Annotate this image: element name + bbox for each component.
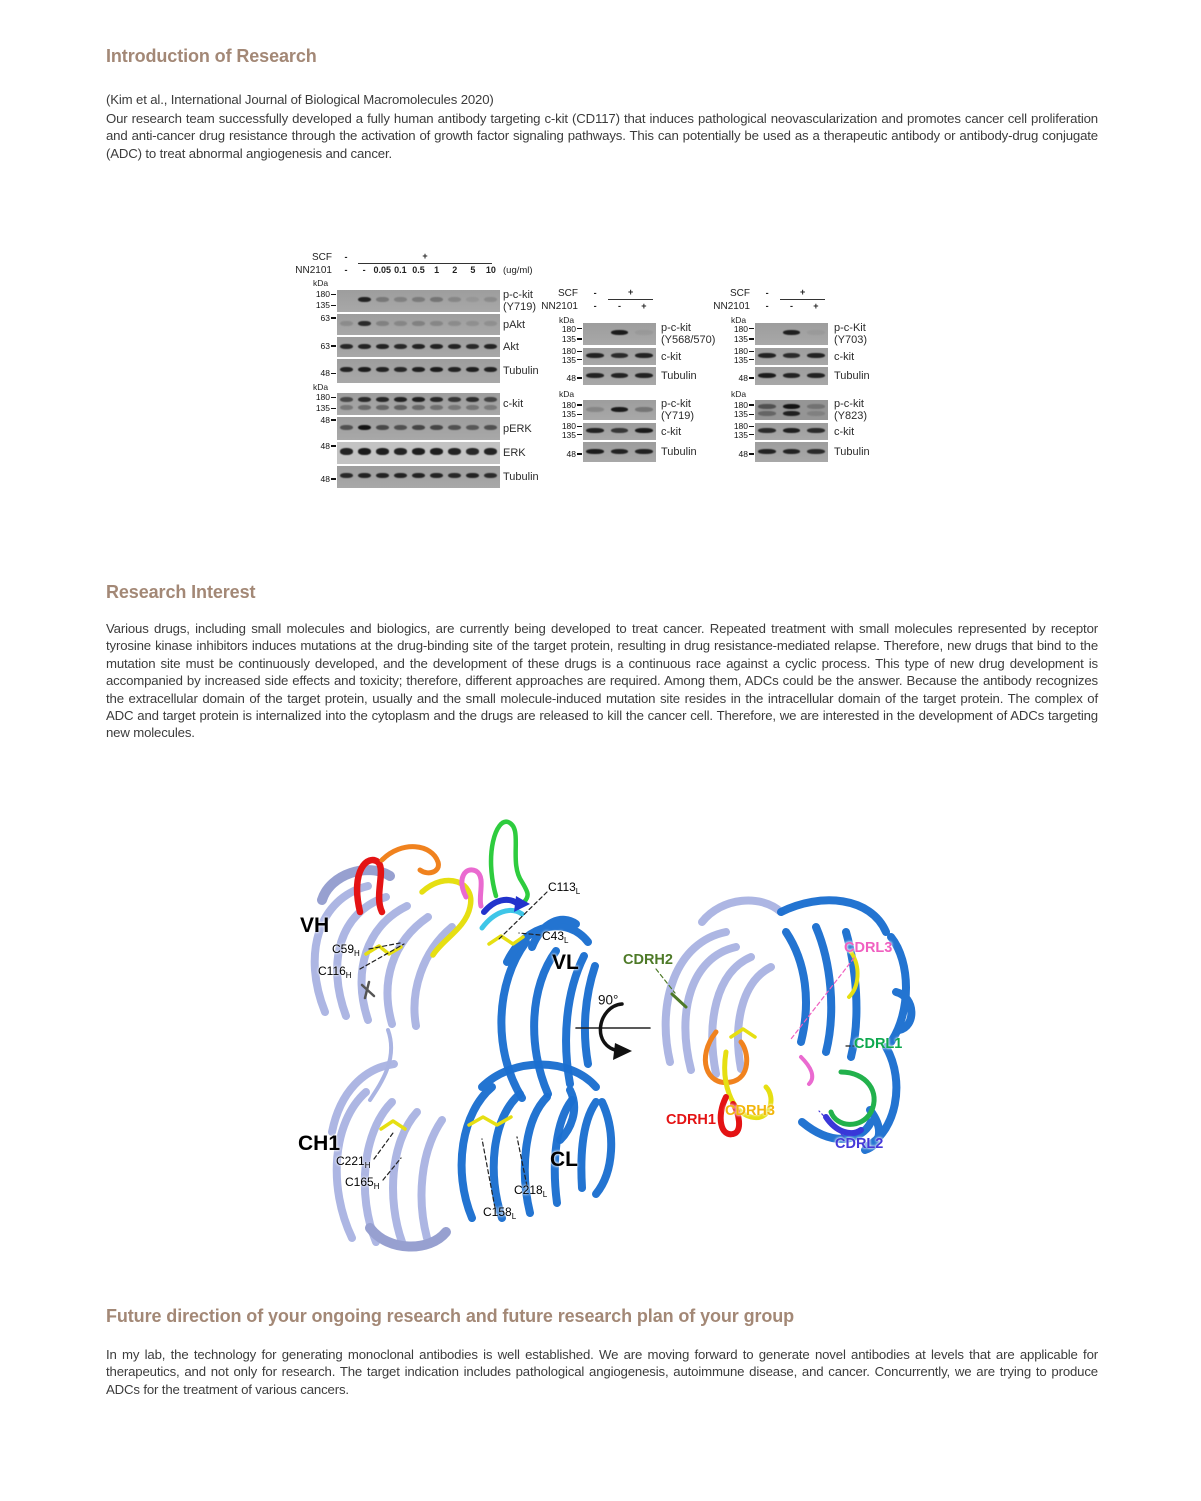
blot-box bbox=[337, 359, 500, 383]
blot-box bbox=[583, 400, 656, 420]
blot-band bbox=[466, 297, 479, 302]
scf-minus-value: - bbox=[344, 252, 348, 262]
kda-marker: 48 bbox=[295, 474, 336, 484]
blot-row-label: p-c-kit bbox=[661, 322, 691, 334]
blot-band bbox=[376, 321, 389, 326]
blot-band bbox=[376, 297, 389, 302]
blot-band bbox=[586, 428, 604, 433]
blot-band bbox=[611, 353, 629, 358]
blot-band bbox=[783, 404, 801, 409]
blot-band bbox=[758, 428, 776, 433]
kda-marker: 135 bbox=[295, 300, 336, 310]
kda-marker: 180 bbox=[523, 324, 582, 334]
blot-band bbox=[758, 373, 776, 378]
blot-band bbox=[807, 411, 825, 416]
blot-band bbox=[412, 397, 425, 402]
antibody-ribbon-art bbox=[270, 800, 930, 1270]
blot-box bbox=[337, 337, 500, 357]
blot-band bbox=[635, 449, 653, 454]
blot-band bbox=[340, 405, 353, 410]
kda-marker: 180 bbox=[693, 324, 754, 334]
blot-band bbox=[358, 397, 371, 402]
kda-marker: 180 bbox=[523, 421, 582, 431]
kda-marker: 48 bbox=[693, 373, 754, 383]
ch1-label: CH1 bbox=[298, 1132, 341, 1155]
c43-label: $C43_L$ bbox=[542, 928, 569, 946]
blot-band bbox=[466, 473, 479, 478]
blot-band bbox=[340, 321, 353, 326]
nn2101-lane-value: 10 bbox=[485, 265, 496, 275]
kda-marker: 180 bbox=[693, 400, 754, 410]
vl-label: VL bbox=[552, 951, 579, 974]
blot-band bbox=[586, 449, 604, 454]
cl-label: CL bbox=[550, 1148, 578, 1171]
blot-band bbox=[611, 330, 629, 335]
blot-band bbox=[340, 473, 353, 478]
blot-band bbox=[358, 405, 371, 410]
research-interest-paragraph: Various drugs, including small molecules and biologics, are currently being developed to treat cancer. Repeated treatment with small molecules represented by receptor tyrosine kinase inhibitors induces mutations at the drug-binding site of the target protein, resulting in drug resistance-mediated relapse. Therefore, new drugs that bind to the mutation site must be continuously developed, and the development of these drugs is a continuous race against a cyclic process. This type of new drug development is accompanied by increased side effects and toxicity; therefore, different approaches are required. Among them, ADCs could be the answer. Because the antibody recognizes the extracellular domain of the target protein, usually and the small molecule-induced mutation site resides in the intracellular domain of the target protein. The complex of ADC and target protein is internalized into the cytoplasm and the drugs are released to kill the cancer cell. Therefore, we are interested in the development of ADCs targeting new molecules. bbox=[106, 621, 1098, 741]
blot-band bbox=[611, 373, 629, 378]
kda-marker: 48 bbox=[295, 441, 336, 451]
blot-row-label: (Y703) bbox=[834, 334, 868, 346]
nn2101-row-label: NN2101 bbox=[541, 301, 578, 312]
kda-marker: 48 bbox=[295, 368, 336, 378]
blot-band bbox=[340, 425, 353, 430]
blot-band bbox=[586, 407, 604, 412]
blot-band bbox=[807, 330, 825, 335]
kda-marker: 135 bbox=[523, 409, 582, 419]
blot-band bbox=[340, 367, 353, 372]
blot-box bbox=[755, 348, 828, 365]
blot-band bbox=[635, 353, 653, 358]
cdrh2-label: CDRH2 bbox=[623, 952, 673, 968]
blot-band bbox=[635, 428, 653, 433]
nn2101-lane-value: 0.5 bbox=[412, 265, 425, 275]
antibody-structure-figure bbox=[270, 800, 930, 1270]
blot-band bbox=[783, 449, 801, 454]
blot-band bbox=[758, 449, 776, 454]
blot-band bbox=[430, 367, 443, 372]
blot-box bbox=[337, 393, 500, 415]
scf-row-label: SCF bbox=[730, 288, 750, 299]
nn2101-lane-value: 5 bbox=[470, 265, 476, 275]
blot-band bbox=[394, 297, 407, 302]
cdrh3-label: CDRH3 bbox=[725, 1103, 775, 1119]
blot-band bbox=[484, 425, 497, 430]
c165-label: $C165_H$ bbox=[345, 1174, 380, 1192]
blot-band bbox=[783, 428, 801, 433]
kda-marker: 135 bbox=[693, 430, 754, 440]
blot-band bbox=[807, 449, 825, 454]
blot-row-label: c-kit bbox=[503, 398, 524, 410]
blot-band bbox=[376, 344, 389, 349]
kda-marker: 180 bbox=[523, 400, 582, 410]
kda-marker: 180 bbox=[295, 289, 336, 299]
blot-row-label: Akt bbox=[503, 341, 519, 353]
blot-row-label: p-c-kit bbox=[661, 398, 691, 410]
blot-band bbox=[376, 448, 389, 455]
blot-band bbox=[394, 344, 407, 349]
blot-band bbox=[412, 448, 425, 455]
blot-row-label: c-kit bbox=[661, 350, 682, 363]
blot-band bbox=[412, 405, 425, 410]
unit-label: (ug/ml) bbox=[503, 265, 533, 276]
blot-band bbox=[783, 353, 801, 358]
blot-box bbox=[337, 442, 500, 464]
blot-band bbox=[358, 321, 371, 326]
blot-band bbox=[340, 344, 353, 349]
blot-band bbox=[394, 425, 407, 430]
blot-row-label: p-c-kit bbox=[834, 398, 864, 410]
blot-band bbox=[783, 330, 801, 335]
scf-plus-value: + bbox=[800, 287, 806, 297]
cdrl1-label: CDRL1 bbox=[854, 1036, 903, 1052]
nn2101-lane-value: - bbox=[618, 301, 621, 311]
blot-band bbox=[466, 448, 479, 455]
blot-band bbox=[376, 405, 389, 410]
blot-band bbox=[430, 297, 443, 302]
blot-band bbox=[466, 321, 479, 326]
blot-band bbox=[412, 425, 425, 430]
kda-marker: 48 bbox=[693, 449, 754, 459]
blot-band bbox=[635, 373, 653, 378]
nn2101-lane-value: + bbox=[813, 301, 819, 311]
blot-box bbox=[583, 367, 656, 385]
section-heading-research-interest: Research Interest bbox=[106, 582, 256, 602]
blot-band bbox=[376, 425, 389, 430]
future-direction-paragraph: In my lab, the technology for generating monoclonal antibodies is well established. We are moving forward to generate novel antibodies at levels that are applicable for therapeutics, and not only for research. The target indication includes pathological angiogenesis, autoimmune disease, and cancer. Concurrently, we are trying to produce ADCs for the treatment of various cancers. bbox=[106, 1347, 1098, 1397]
blot-band bbox=[358, 344, 371, 349]
blot-band bbox=[430, 321, 443, 326]
kda-marker: 48 bbox=[295, 415, 336, 425]
blot-band bbox=[394, 397, 407, 402]
blot-band bbox=[783, 411, 801, 416]
blot-band bbox=[448, 397, 461, 402]
blot-row-label: Tubulin bbox=[503, 471, 539, 483]
blot-band bbox=[358, 473, 371, 478]
kda-marker: 135 bbox=[693, 334, 754, 344]
blot-band bbox=[448, 321, 461, 326]
blot-band bbox=[611, 428, 629, 433]
scf-plus-overline bbox=[780, 299, 825, 300]
kda-marker: 135 bbox=[523, 334, 582, 344]
blot-band bbox=[611, 407, 629, 412]
blot-band bbox=[412, 344, 425, 349]
kda-marker: 48 bbox=[523, 373, 582, 383]
blot-band bbox=[340, 448, 353, 455]
blot-row-label: p-c-kit bbox=[503, 289, 533, 301]
nn2101-lane-value: - bbox=[790, 301, 793, 311]
introduction-paragraph: Our research team successfully developed a fully human antibody targeting c-kit (CD117) that induces pathological neovascularization and promotes cancer cell proliferation and anti-cancer drug resistance through the activation of growth factor signaling pathways. This can potentially be used as a therapeutic antibody or antibody-drug conjugate (ADC) to treat abnormal angiogenesis and cancer. bbox=[106, 111, 1098, 161]
blot-band bbox=[758, 353, 776, 358]
kda-label: kDa bbox=[559, 389, 575, 399]
nn2101-lane-value: - bbox=[362, 265, 366, 275]
kda-marker: 180 bbox=[295, 392, 336, 402]
scf-minus-value: - bbox=[593, 288, 597, 298]
blot-box bbox=[583, 323, 656, 345]
blot-band bbox=[448, 448, 461, 455]
blot-band bbox=[466, 367, 479, 372]
blot-box bbox=[755, 400, 828, 420]
blot-box bbox=[583, 423, 656, 440]
blot-box bbox=[583, 442, 656, 462]
blot-row-label: (Y719) bbox=[503, 301, 537, 313]
blot-band bbox=[484, 473, 497, 478]
kda-label: kDa bbox=[313, 278, 329, 288]
blot-band bbox=[412, 367, 425, 372]
kda-marker: 135 bbox=[523, 430, 582, 440]
blot-box bbox=[337, 290, 500, 312]
nn2101-row-label: NN2101 bbox=[295, 265, 332, 276]
90-label: 90° bbox=[598, 992, 619, 1008]
blot-band bbox=[430, 448, 443, 455]
blot-band bbox=[635, 407, 653, 412]
blot-band bbox=[412, 297, 425, 302]
blot-band bbox=[358, 448, 371, 455]
blot-band bbox=[586, 373, 604, 378]
blot-row-label: Tubulin bbox=[834, 370, 870, 382]
blot-band bbox=[484, 297, 497, 302]
kda-marker: 180 bbox=[693, 346, 754, 356]
blot-band bbox=[358, 297, 371, 302]
c113-label: $C113_L$ bbox=[548, 879, 581, 897]
blot-band bbox=[448, 473, 461, 478]
kda-label: kDa bbox=[731, 315, 747, 325]
c218-label: $C218_L$ bbox=[514, 1182, 548, 1200]
blot-band bbox=[448, 405, 461, 410]
blot-band bbox=[448, 367, 461, 372]
blot-band bbox=[466, 344, 479, 349]
blot-band bbox=[586, 353, 604, 358]
blot-band bbox=[484, 367, 497, 372]
blot-row-label: Tubulin bbox=[834, 446, 870, 458]
nn2101-lane-value: - bbox=[765, 301, 769, 311]
blot-band bbox=[611, 449, 629, 454]
kda-marker: 135 bbox=[693, 355, 754, 365]
blot-band bbox=[807, 373, 825, 378]
blot-band bbox=[484, 397, 497, 402]
blot-band bbox=[394, 473, 407, 478]
blot-band bbox=[430, 344, 443, 349]
blot-band bbox=[807, 404, 825, 409]
blot-box bbox=[337, 314, 500, 335]
kda-marker: 135 bbox=[295, 403, 336, 413]
blot-band bbox=[394, 405, 407, 410]
blot-band bbox=[484, 448, 497, 455]
blot-band bbox=[412, 473, 425, 478]
blot-box bbox=[337, 417, 500, 440]
kda-label: kDa bbox=[731, 389, 747, 399]
kda-marker: 135 bbox=[523, 355, 582, 365]
nn2101-lane-value: 0.1 bbox=[394, 265, 407, 275]
kda-marker: 63 bbox=[295, 313, 336, 323]
blot-row-label: pAkt bbox=[503, 318, 526, 331]
c116-label: $C116_H$ bbox=[318, 963, 352, 981]
blot-band bbox=[758, 411, 776, 416]
blot-band bbox=[758, 404, 776, 409]
blot-row-label: Tubulin bbox=[661, 370, 697, 382]
blot-band bbox=[430, 397, 443, 402]
blot-row-label: p-c-Kit bbox=[834, 322, 866, 334]
blot-band bbox=[466, 405, 479, 410]
blot-band bbox=[448, 344, 461, 349]
blot-box bbox=[583, 348, 656, 365]
blot-band bbox=[412, 321, 425, 326]
blot-band bbox=[484, 344, 497, 349]
nn2101-row-label: NN2101 bbox=[713, 301, 750, 312]
blot-row-label: (Y568/570) bbox=[661, 334, 716, 346]
scf-plus-value: + bbox=[628, 287, 634, 297]
kda-label: kDa bbox=[313, 382, 329, 392]
c158-label: $C158_L$ bbox=[483, 1204, 517, 1222]
blot-band bbox=[376, 367, 389, 372]
blot-band bbox=[448, 297, 461, 302]
kda-marker: 180 bbox=[523, 346, 582, 356]
scf-plus-overline bbox=[608, 299, 653, 300]
blot-box bbox=[337, 466, 500, 488]
blot-panel-3 bbox=[693, 286, 929, 536]
nn2101-lane-value: 1 bbox=[434, 265, 440, 275]
section-heading-introduction: Introduction of Research bbox=[106, 46, 317, 66]
blot-band bbox=[466, 425, 479, 430]
c59-label: $C59_H$ bbox=[332, 941, 360, 959]
vh-label: VH bbox=[300, 914, 330, 937]
blot-band bbox=[376, 397, 389, 402]
blot-band bbox=[807, 428, 825, 433]
kda-marker: 135 bbox=[693, 409, 754, 419]
blot-band bbox=[635, 330, 653, 335]
blot-box bbox=[755, 323, 828, 345]
blot-band bbox=[376, 473, 389, 478]
scf-row-label: SCF bbox=[312, 252, 332, 263]
blot-band bbox=[340, 397, 353, 402]
kda-marker: 48 bbox=[523, 449, 582, 459]
blot-box bbox=[755, 442, 828, 462]
blot-row-label: (Y719) bbox=[661, 410, 695, 422]
nn2101-lane-value: 2 bbox=[452, 265, 458, 275]
blot-row-label: c-kit bbox=[834, 425, 855, 438]
nn2101-lane-value: + bbox=[641, 301, 647, 311]
cdrh1-label: CDRH1 bbox=[666, 1112, 716, 1128]
blot-row-label: Tubulin bbox=[503, 365, 539, 377]
kda-marker: 180 bbox=[693, 421, 754, 431]
blot-band bbox=[430, 473, 443, 478]
blot-band bbox=[807, 353, 825, 358]
blot-band bbox=[448, 425, 461, 430]
blot-band bbox=[430, 425, 443, 430]
blot-band bbox=[484, 321, 497, 326]
scf-row-label: SCF bbox=[558, 288, 578, 299]
cdrl3-label: CDRL3 bbox=[844, 940, 893, 956]
citation-text: (Kim et al., International Journal of Biological Macromolecules 2020) bbox=[106, 92, 494, 107]
blot-band bbox=[394, 448, 407, 455]
blot-box bbox=[755, 423, 828, 440]
c221-label: $C221_H$ bbox=[336, 1153, 371, 1171]
blot-box bbox=[755, 367, 828, 385]
blot-row-label: Tubulin bbox=[661, 446, 697, 458]
blot-row-label: pERK bbox=[503, 422, 532, 435]
blot-band bbox=[484, 405, 497, 410]
blot-band bbox=[394, 321, 407, 326]
blot-row-label: ERK bbox=[503, 447, 526, 459]
nn2101-lane-value: - bbox=[344, 265, 348, 275]
nn2101-lane-value: - bbox=[593, 301, 597, 311]
blot-band bbox=[358, 425, 371, 430]
blot-band bbox=[466, 397, 479, 402]
blot-row-label: c-kit bbox=[661, 425, 682, 438]
blot-band bbox=[430, 405, 443, 410]
blot-band bbox=[394, 367, 407, 372]
scf-plus-overline bbox=[358, 263, 492, 264]
nn2101-lane-value: 0.05 bbox=[373, 265, 392, 275]
kda-label: kDa bbox=[559, 315, 575, 325]
blot-band bbox=[783, 373, 801, 378]
section-heading-future-direction: Future direction of your ongoing research and future research plan of your group bbox=[106, 1306, 795, 1326]
scf-plus-value: + bbox=[422, 251, 428, 261]
blot-band bbox=[358, 367, 371, 372]
scf-minus-value: - bbox=[765, 288, 769, 298]
cdrl2-label: CDRL2 bbox=[835, 1136, 884, 1152]
kda-marker: 63 bbox=[295, 341, 336, 351]
blot-row-label: (Y823) bbox=[834, 410, 868, 422]
blot-row-label: c-kit bbox=[834, 350, 855, 363]
